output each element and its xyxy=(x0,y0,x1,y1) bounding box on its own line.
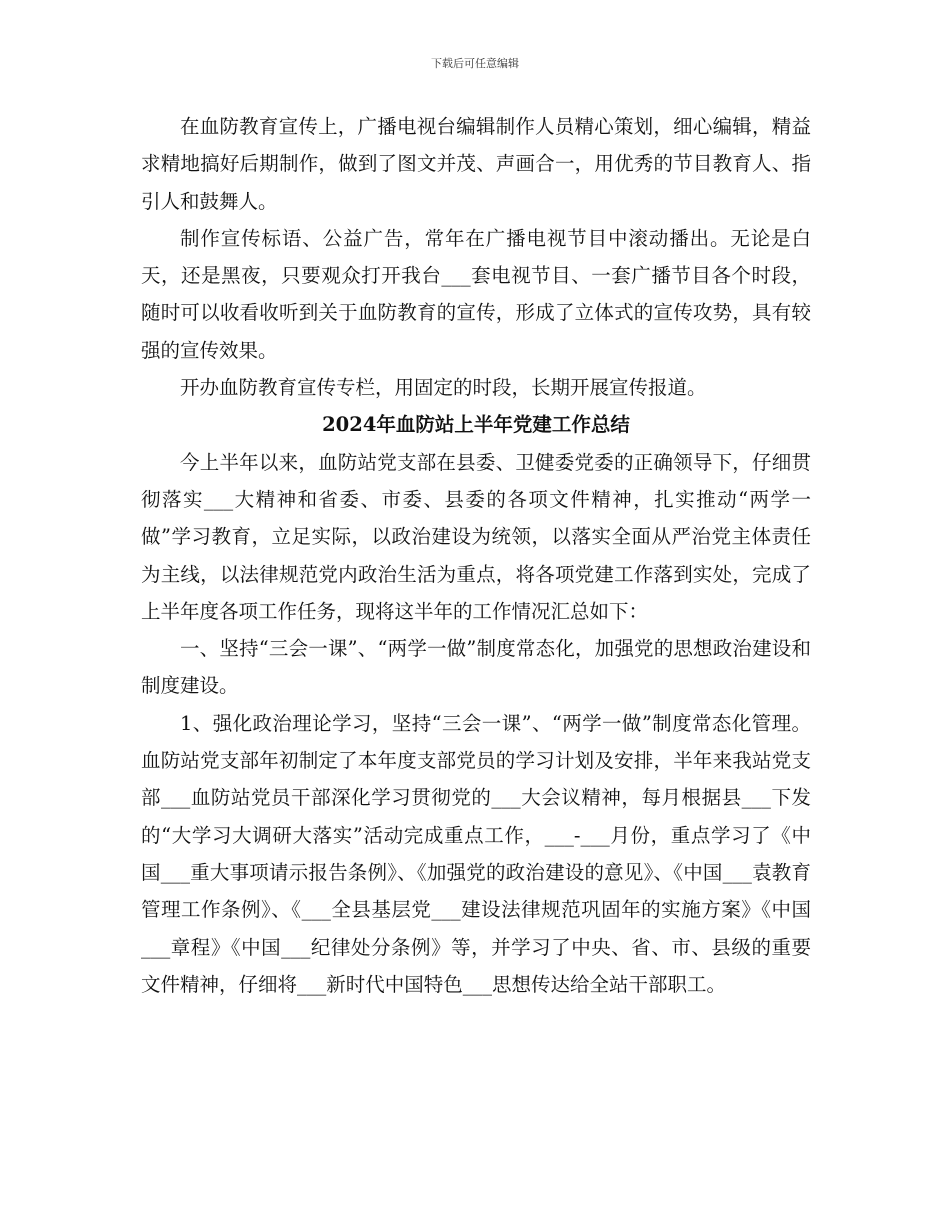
page-header: 下载后可任意编辑 xyxy=(431,57,519,70)
document-body xyxy=(141,108,811,1003)
paragraph: 制作宣传标语、公益广告，常年在广播电视节目中滚动播出。无论是白天，还是黑夜，只要观众打开我台___套电视节目、一套广播节目各个时段，随时可以收看收听到关于血防教育的宣传，形成了立体式的宣传攻势，具有较强的宣传效果。 xyxy=(141,226,811,362)
paragraph: 今上半年以来，血防站党支部在县委、卫健委党委的正确领导下，仔细贯彻落实___大精神和省委、市委、县委的各项文件精神，扎实推动“两学一做”学习教育，立足实际，以政治建设为统领，以落实全面从严治党主体责任为主线，以法律规范党内政治生活为重点，将各项党建工作落到实处，完成了上半年度各项工作任务，现将这半年的工作情况汇总如下： xyxy=(141,450,811,623)
paragraph: 在血防教育宣传上，广播电视台编辑制作人员精心策划，细心编辑，精益求精地搞好后期制作，做到了图文并茂、声画合一，用优秀的节目教育人、指引人和鼓舞人。 xyxy=(141,115,811,213)
paragraph: 一、坚持“三会一课”、“两学一做”制度常态化，加强党的思想政治建设和制度建设。 xyxy=(141,637,811,698)
paragraph: 开办血防教育宣传专栏，用固定的时段，长期开展宣传报道。 xyxy=(180,376,707,400)
section-title: 2024年血防站上半年党建工作总结 xyxy=(322,413,630,437)
paragraph: 1、强化政治理论学习，坚持“三会一课”、“两学一做”制度常态化管理。血防站党支部年初制定了本年度支部党员的学习计划及安排，半年来我站党支部___血防站党员干部深化学习贯彻党的___大会议精神，每月根据县___下发的“大学习大调研大落实”活动完成重点工作，___-___月份，重点学习了《中国___重大事项请示报告条例》、《加强党的政治建设的意见》、《中国___袁教育管理工作条例》、《___全县基层党___建设法律规范巩固年的实施方案》《中国___章程》《中国___纪律处分条例》等，并学习了中央、省、市、县级的重要文件精神，仔细将___新时代中国特色___思想传达给全站干部职工。 xyxy=(141,711,811,996)
